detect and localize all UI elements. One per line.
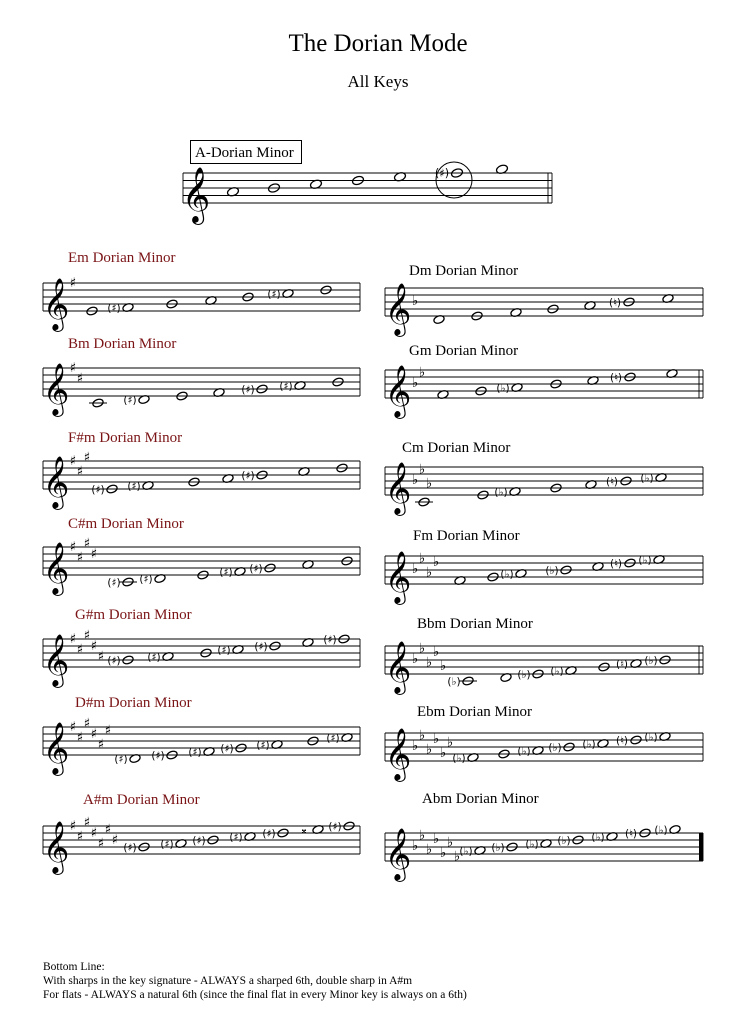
staff-label-bbm: Bbm Dorian Minor [417,616,533,632]
accidental-icon: (♯) [254,640,268,653]
sharp-icon: ♯ [69,539,77,555]
accidental-icon: (♮) [616,734,628,747]
accidental-icon: (♮) [625,827,637,840]
treble-clef-icon: 𝄞 [42,633,70,686]
accidental-icon: (♭) [459,845,473,858]
accidental-icon: (♭) [638,554,652,567]
treble-clef-icon: 𝄞 [42,541,70,594]
flat-icon: ♭ [446,835,454,851]
sharp-icon: ♯ [104,822,112,838]
treble-clef-icon: 𝄞 [384,550,412,603]
flat-icon: ♭ [439,658,447,674]
treble-clef-icon: 𝄞 [384,727,412,780]
accidental-icon: (♯) [114,753,128,766]
accidental-icon: (♯) [147,651,161,664]
page-subtitle: All Keys [347,72,409,91]
sharp-icon: ♯ [90,825,98,841]
accidental-icon: (♯) [107,654,121,667]
footer-line-3: For flats - ALWAYS a natural 6th (since the final flat in every Minor key is always on a 6th) [43,989,467,1001]
sharp-icon: ♯ [83,716,91,732]
sharp-icon: ♯ [76,464,84,480]
treble-clef-icon: 𝄞 [42,455,70,508]
flat-icon: ♭ [453,849,461,865]
sharp-icon: ♯ [97,649,105,665]
accidental-icon: (♭) [591,831,605,844]
accidental-icon: (♭) [548,741,562,754]
staff-label-bm: Bm Dorian Minor [68,336,177,352]
accidental-icon: (♯) [160,838,174,851]
accidental-icon: (♯) [241,383,255,396]
sharp-icon: ♯ [69,360,77,376]
sharp-icon: ♯ [90,638,98,654]
flat-icon: ♭ [418,462,426,478]
flat-icon: ♭ [418,828,426,844]
accidental-icon: (♯) [127,480,141,493]
flat-icon: ♭ [411,293,419,309]
accidental-icon: (♮) [610,371,622,384]
footer-notes [43,960,467,1002]
accidental-icon: (♭) [545,564,559,577]
treble-clef-icon: 𝄞 [384,364,412,417]
treble-clef-icon: 𝄞 [384,461,412,514]
flat-icon: ♭ [432,554,440,570]
accidental-icon: (♭) [496,382,510,395]
accidental-icon: (♭) [525,838,539,851]
flat-icon: ♭ [439,745,447,761]
accidental-icon: (♭) [517,745,531,758]
sharp-icon: ♯ [76,642,84,658]
staff-label-csm: C#m Dorian Minor [68,516,184,532]
sharp-icon: ♯ [69,719,77,735]
staff-label-fm: Fm Dorian Minor [413,528,520,544]
flat-icon: ♭ [439,845,447,861]
sharp-icon: ♯ [69,818,77,834]
flat-icon: ♭ [411,651,419,667]
flat-icon: ♭ [425,565,433,581]
page-title: The Dorian Mode [288,30,468,57]
treble-clef-icon: 𝄞 [42,362,70,415]
accidental-icon: (♯) [217,644,231,657]
flat-icon: ♭ [432,731,440,747]
flat-icon: ♭ [432,644,440,660]
accidental-icon: (♯) [123,841,137,854]
accidental-icon: (♯) [267,288,281,301]
accidental-icon: (♯) [123,394,137,407]
sharp-icon: ♯ [76,730,84,746]
accidental-icon: (♯) [192,834,206,847]
accidental-icon: (♭) [644,731,658,744]
sharp-icon: ♯ [97,836,105,852]
accidental-icon: (♭) [491,841,505,854]
flat-icon: ♭ [425,742,433,758]
flat-icon: ♭ [411,838,419,854]
sharp-icon: ♯ [69,453,77,469]
accidental-icon: (♯) [220,742,234,755]
staff-label-dsm: D#m Dorian Minor [75,695,192,711]
staff-label-abm: Abm Dorian Minor [422,791,539,807]
accidental-icon: (♯) [279,380,293,393]
treble-clef-icon: 𝄞 [384,640,412,693]
accidental-icon: (♭) [557,834,571,847]
accidental-icon: 𝄪 [301,824,307,837]
staff-label-ebm: Ebm Dorian Minor [417,704,532,720]
accidental-icon: (♯) [434,167,450,181]
accidental-icon: (♭) [517,668,531,681]
staff-label-gsm: G#m Dorian Minor [75,607,192,623]
accidental-icon: (♯) [229,831,243,844]
sharp-icon: ♯ [83,450,91,466]
sharp-icon: ♯ [90,726,98,742]
staff-label-asm: A#m Dorian Minor [83,792,200,808]
accidental-icon: (♭) [654,824,668,837]
staff-group [43,162,703,882]
accidental-icon: (♯) [262,827,276,840]
accidental-icon: (♯) [151,749,165,762]
accidental-icon: (♯) [107,302,121,315]
staff-label-cm: Cm Dorian Minor [402,440,511,456]
treble-clef-icon: 𝄞 [384,282,412,335]
staff-label-fsm: F#m Dorian Minor [68,430,183,446]
sharp-icon: ♯ [83,628,91,644]
accidental-icon: (♭) [452,752,466,765]
accidental-icon: (♮) [609,296,621,309]
sharp-icon: ♯ [104,723,112,739]
flat-icon: ♭ [411,561,419,577]
footer-line-1: Bottom Line: [43,961,105,973]
flat-icon: ♭ [432,831,440,847]
accidental-icon: (♮) [606,475,618,488]
accidental-icon: (♭) [644,654,658,667]
final-barline [699,833,703,861]
flat-icon: ♭ [411,472,419,488]
treble-clef-icon: 𝄞 [181,167,211,223]
sharp-icon: ♯ [90,546,98,562]
accidental-icon: (♯) [323,633,337,646]
flat-icon: ♭ [418,641,426,657]
flat-icon: ♭ [418,551,426,567]
sharp-icon: ♯ [111,832,119,848]
sharp-icon: ♯ [76,829,84,845]
staff-label-em: Em Dorian Minor [68,250,176,266]
accidental-icon: (♭) [640,472,654,485]
accidental-icon: (♭) [500,568,514,581]
accidental-icon: (♭) [494,486,508,499]
flat-icon: ♭ [425,476,433,492]
accidental-icon: (♯) [91,483,105,496]
accidental-icon: (♯) [139,573,153,586]
accidental-icon: (♯) [256,739,270,752]
accidental-icon: (♭) [582,738,596,751]
accidental-icon: (♯) [188,746,202,759]
accidental-icon: (♭) [550,665,564,678]
accidental-icon: (♯) [249,562,263,575]
sharp-icon: ♯ [83,536,91,552]
sharp-icon: ♯ [69,275,77,291]
flat-icon: ♭ [446,735,454,751]
accidental-icon: (♮) [616,658,628,671]
sharp-icon: ♯ [76,550,84,566]
accidental-icon: (♯) [241,469,255,482]
sharp-icon: ♯ [76,371,84,387]
demo-label-box: A-Dorian Minor [190,140,302,164]
treble-clef-icon: 𝄞 [42,721,70,774]
treble-clef-icon: 𝄞 [42,277,70,330]
staff-label-gm: Gm Dorian Minor [409,343,519,359]
sharp-icon: ♯ [83,815,91,831]
flat-icon: ♭ [418,365,426,381]
accidental-icon: (♮) [610,557,622,570]
flat-icon: ♭ [425,655,433,671]
staff-label-dm: Dm Dorian Minor [409,263,519,279]
flat-icon: ♭ [411,738,419,754]
accidental-icon: (♯) [326,732,340,745]
footer-line-2: With sharps in the key signature - ALWAYS a sharped 6th, double sharp in A#m [43,975,413,987]
treble-clef-icon: 𝄞 [42,820,70,873]
flat-icon: ♭ [425,842,433,858]
flat-icon: ♭ [418,728,426,744]
accidental-icon: (♯) [107,576,121,589]
accidental-icon: (♭) [447,675,461,688]
flat-icon: ♭ [411,375,419,391]
sharp-icon: ♯ [97,737,105,753]
sharp-icon: ♯ [69,631,77,647]
treble-clef-icon: 𝄞 [384,827,412,880]
accidental-icon: (♯) [219,566,233,579]
accidental-icon: (♯) [328,820,342,833]
